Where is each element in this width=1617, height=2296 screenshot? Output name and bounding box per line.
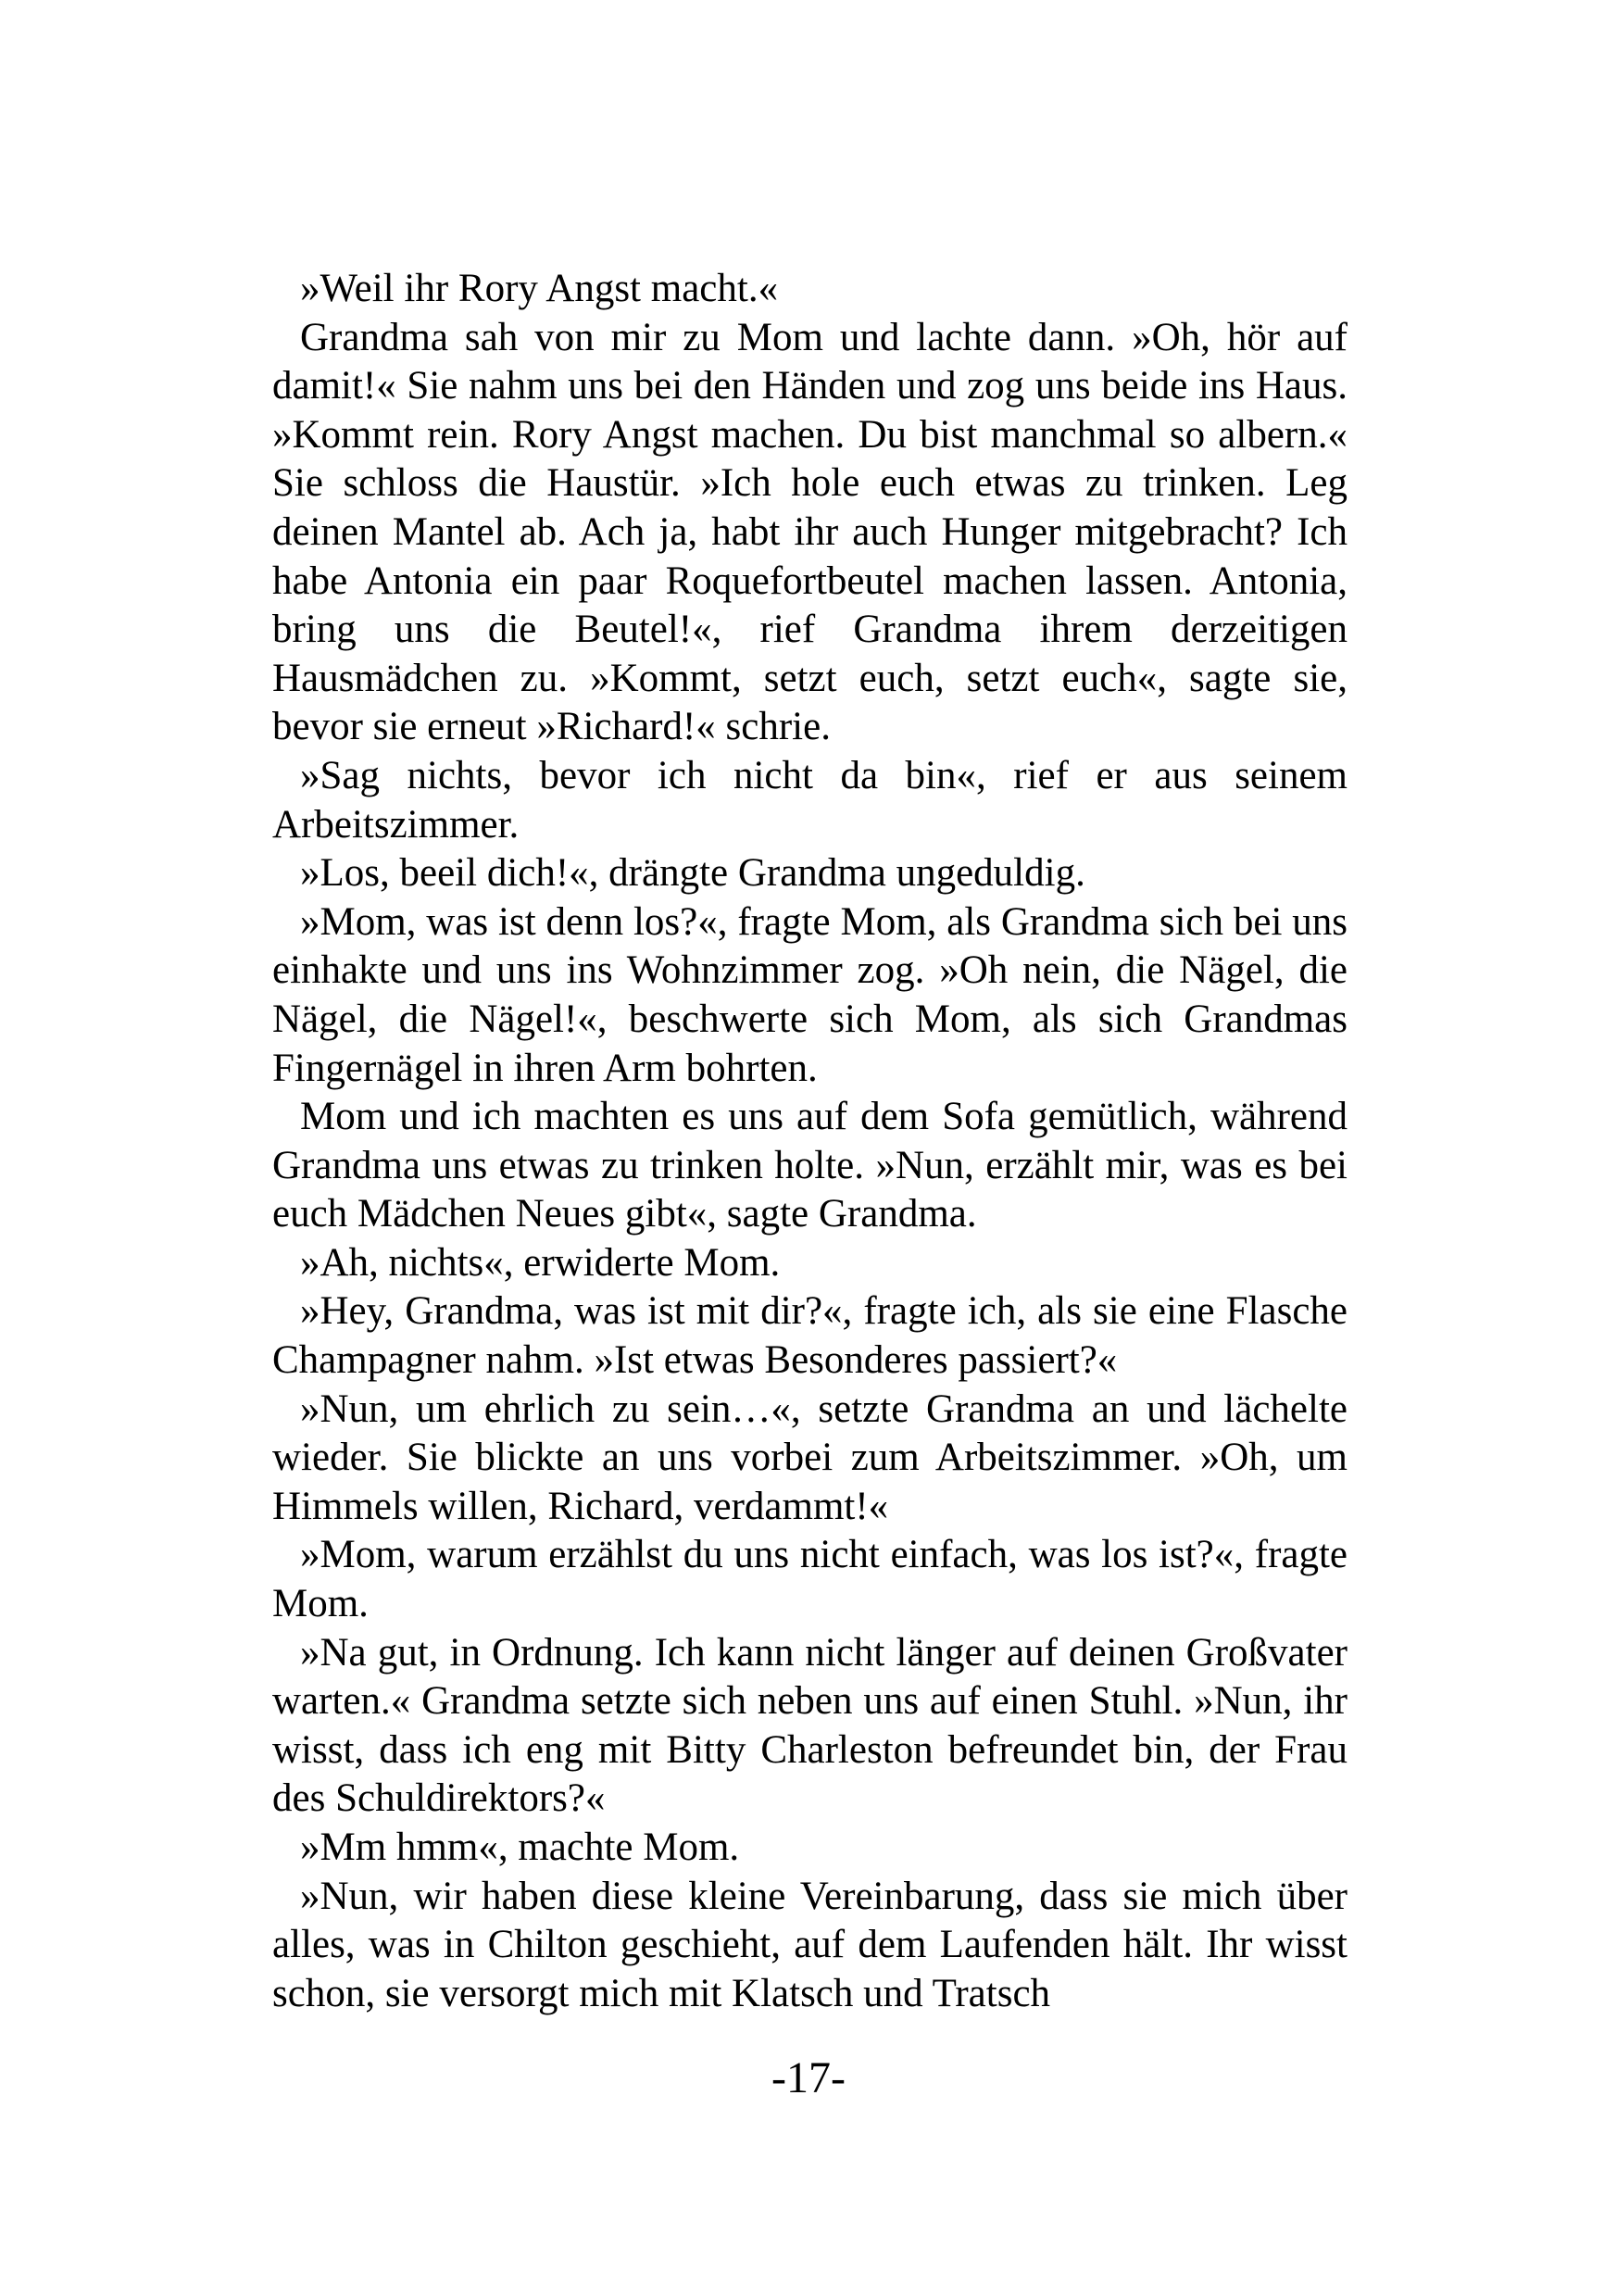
- paragraph: »Mom, was ist denn los?«, fragte Mom, als Grandma sich bei uns einhakte und uns ins Wohnzimmer zog. »Oh nein, die Nägel, die Nägel, die Nägel!«, beschwerte sich Mom, als sich Grandmas Fingernägel in ihren Arm bohrten.: [272, 899, 1348, 1090]
- paragraph: »Mom, warum erzählst du uns nicht einfach, was los ist?«, fragte Mom.: [272, 1533, 1348, 1626]
- paragraph: »Ah, nichts«, erwiderte Mom.: [300, 1240, 781, 1285]
- paragraph: »Hey, Grandma, was ist mit dir?«, fragte ich, als sie eine Flasche Champagner nahm. »Ist etwas Besonderes passiert?«: [272, 1289, 1348, 1383]
- paragraph: Mom und ich machten es uns auf dem Sofa gemütlich, während Grandma uns etwas zu trinken holte. »Nun, erzählt mir, was es bei euch Mädchen Neues gibt«, sagte Grandma.: [272, 1095, 1348, 1236]
- paragraph: »Los, beeil dich!«, drängte Grandma ungeduldig.: [300, 851, 1085, 896]
- paragraph: »Na gut, in Ordnung. Ich kann nicht länger auf deinen Großvater warten.« Grandma setzte sich neben uns auf einen Stuhl. »Nun, ihr wisst, dass ich eng mit Bitty Charleston befreundet bin, der Frau des Schuldirektors?«: [272, 1630, 1348, 1821]
- paragraph: »Nun, wir haben diese kleine Vereinbarung, dass sie mich über alles, was in Chilton geschieht, auf dem Laufenden hält. Ihr wisst schon, sie versorgt mich mit Klatsch und Tratsch: [272, 1874, 1348, 2015]
- body-text: [272, 265, 1348, 2018]
- paragraph: »Sag nichts, bevor ich nicht da bin«, rief er aus seinem Arbeitszimmer.: [272, 753, 1348, 847]
- paragraph: »Weil ihr Rory Angst macht.«: [300, 267, 779, 310]
- page-number: -17-: [771, 2053, 846, 2102]
- paragraph: Grandma sah von mir zu Mom und lachte dann. »Oh, hör auf damit!« Sie nahm uns bei den Händen und zog uns beide ins Haus. »Kommt rein. Rory Angst machen. Du bist manchmal so albern.« Sie schloss die Haustür. »Ich hole euch etwas zu trinken. Leg deinen Mantel ab. Ach ja, habt ihr auch Hunger mitgebracht? Ich habe Antonia ein paar Roquefortbeutel machen lassen. Antonia, bring uns die Beutel!«, rief Grandma ihrem derzeitigen Hausmädchen zu. »Kommt, setzt euch, setzt euch«, sagte sie, bevor sie erneut »Richard!« schrie.: [272, 315, 1348, 749]
- paragraph: »Nun, um ehrlich zu sein…«, setzte Grandma an und lächelte wieder. Sie blickte an uns vorbei zum Arbeitszimmer. »Oh, um Himmels willen, Richard, verdammt!«: [272, 1386, 1348, 1528]
- paragraph: »Mm hmm«, machte Mom.: [300, 1826, 740, 1869]
